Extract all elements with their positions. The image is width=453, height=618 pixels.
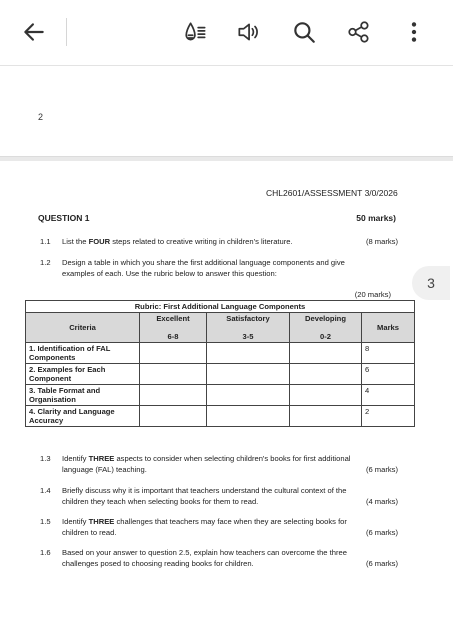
question-item xyxy=(40,517,398,539)
rubric-cell-satisfactory xyxy=(207,406,290,427)
item-text-post: aspects to consider when selecting children's books for first additional xyxy=(114,454,351,463)
rubric-header-developing: Developing xyxy=(290,313,362,325)
item-text-bold: FOUR xyxy=(88,237,111,246)
rubric-header-excellent: Excellent xyxy=(140,313,207,325)
item-text-bold: THREE xyxy=(88,517,115,526)
page-indicator-badge[interactable]: 3 xyxy=(412,266,450,300)
rubric-row xyxy=(26,343,415,364)
rubric-cell-satisfactory xyxy=(207,385,290,406)
item-text-line2: children to read. xyxy=(62,527,117,537)
rubric-row xyxy=(26,406,415,427)
toolbar-divider xyxy=(66,18,67,46)
rubric-criteria: 2. Examples for Each Component xyxy=(26,364,140,385)
rubric-cell-excellent xyxy=(140,385,207,406)
rubric-cell-satisfactory xyxy=(207,364,290,385)
item-text-pre: Identify xyxy=(62,454,89,463)
share-icon[interactable] xyxy=(343,16,375,48)
rubric-cell-satisfactory xyxy=(207,343,290,364)
rubric-cell-developing xyxy=(290,385,362,406)
question-marks: 50 marks) xyxy=(356,213,396,223)
more-options-icon[interactable] xyxy=(398,16,430,48)
question-item xyxy=(40,258,398,280)
rubric-row-marks: 2 xyxy=(362,406,415,427)
search-icon[interactable] xyxy=(288,16,320,48)
rubric-table xyxy=(25,300,415,427)
item-text-line2: examples of each. Use the rubric below to answer this question: xyxy=(62,268,277,278)
item-text-line2: challenges posed to choosing reading books for children. xyxy=(62,558,254,568)
page-break xyxy=(0,156,453,161)
rubric-cell-developing xyxy=(290,364,362,385)
rubric-header-marks: Marks xyxy=(362,313,415,343)
rubric-criteria: 3. Table Format and Organisation xyxy=(26,385,140,406)
rubric-criteria: 4. Clarity and Language Accuracy xyxy=(26,406,140,427)
rubric-cell-excellent xyxy=(140,364,207,385)
item-number: 1.4 xyxy=(40,486,51,495)
item-text-line2: children they teach when selecting books for them to read. xyxy=(62,496,259,506)
rubric-header-criteria: Criteria xyxy=(26,313,140,343)
question-item xyxy=(40,548,398,570)
page-number: 2 xyxy=(38,112,44,122)
rubric-title: Rubric: First Additional Language Components xyxy=(26,301,415,313)
item-marks: (6 marks) xyxy=(365,464,398,474)
item-number: 1.6 xyxy=(40,548,51,557)
rubric-marks: (20 marks) xyxy=(354,290,391,299)
rubric-row xyxy=(26,385,415,406)
rubric-range-satisfactory: 3-5 xyxy=(207,324,290,343)
rubric-row-marks: 8 xyxy=(362,343,415,364)
item-text-line2: language (FAL) teaching. xyxy=(62,464,147,474)
top-toolbar xyxy=(0,0,453,66)
reading-mode-icon[interactable] xyxy=(180,16,212,48)
rubric-row xyxy=(26,364,415,385)
question-title: QUESTION 1 xyxy=(38,213,90,223)
rubric-range-excellent: 6-8 xyxy=(140,324,207,343)
speaker-icon[interactable] xyxy=(232,16,264,48)
question-item xyxy=(40,454,398,476)
item-marks: (6 marks) xyxy=(365,527,398,537)
rubric-range-developing: 0-2 xyxy=(290,324,362,343)
item-text-post: challenges that teachers may face when they are selecting books for xyxy=(114,517,347,526)
question-item xyxy=(40,237,398,248)
item-text xyxy=(62,517,347,528)
item-number: 1.2 xyxy=(40,258,51,267)
rubric-cell-developing xyxy=(290,406,362,427)
rubric-row-marks: 6 xyxy=(362,364,415,385)
back-arrow-icon[interactable] xyxy=(18,16,50,48)
document-header: CHL2601/ASSESSMENT 3/0/2026 xyxy=(266,188,398,198)
rubric-row-marks: 4 xyxy=(362,385,415,406)
item-number: 1.1 xyxy=(40,237,51,246)
rubric-cell-developing xyxy=(290,343,362,364)
item-text: Briefly discuss why it is important that teachers understand the cultural context of the xyxy=(62,486,347,495)
rubric-cell-excellent xyxy=(140,406,207,427)
item-text: Based on your answer to question 2.5, explain how teachers can overcome the three xyxy=(62,548,347,557)
item-text-bold: THREE xyxy=(88,454,115,463)
item-marks: (4 marks) xyxy=(365,496,398,506)
item-text-post: steps related to creative writing in children's literature. xyxy=(110,237,293,246)
question-item xyxy=(40,486,398,508)
rubric-cell-excellent xyxy=(140,343,207,364)
item-number: 1.3 xyxy=(40,454,51,463)
item-text xyxy=(62,454,350,465)
item-text-pre: List the xyxy=(62,237,89,246)
item-marks: (6 marks) xyxy=(365,558,398,568)
item-text: Design a table in which you share the first additional language components and give xyxy=(62,258,345,267)
item-marks: (8 marks) xyxy=(365,237,398,246)
item-number: 1.5 xyxy=(40,517,51,526)
item-text-pre: Identify xyxy=(62,517,89,526)
rubric-criteria: 1. Identification of FAL Components xyxy=(26,343,140,364)
rubric-header-satisfactory: Satisfactory xyxy=(207,313,290,325)
item-text xyxy=(62,237,293,248)
